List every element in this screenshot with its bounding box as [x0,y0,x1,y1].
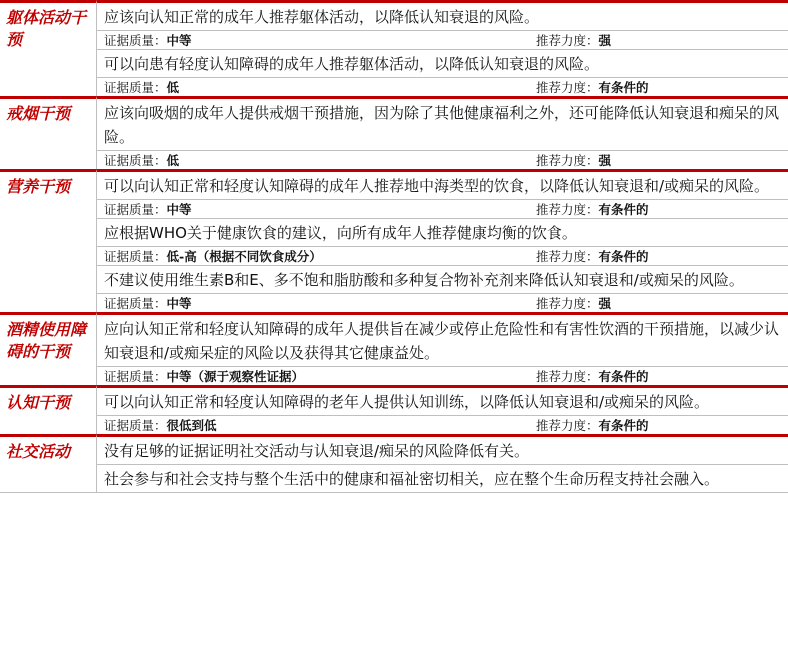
evidence-quality-value: 低-高（根据不同饮食成分） [166,249,322,264]
recommendation-strength-label: 推荐力度： [536,80,599,95]
recommendation-strength-label: 推荐力度： [536,418,599,433]
evidence-quality [104,31,536,49]
evidence-row [97,293,788,312]
recommendation [97,99,788,169]
category-label: 戒烟干预 [0,96,97,169]
category-label: 社交活动 [0,434,97,492]
recommendation-strength-value: 强 [598,33,612,48]
evidence-quality-label: 证据质量： [104,153,167,168]
recommendation-strength-label: 推荐力度： [536,296,599,311]
evidence-quality-label: 证据质量： [104,33,167,48]
evidence-quality-value: 低 [166,80,180,95]
evidence-row [97,30,788,49]
recommendation-text: 可以向患有轻度认知障碍的成年人推荐躯体活动，以降低认知衰退的风险。 [97,49,788,77]
recommendation-strength [536,247,780,265]
recommendation-text: 应该向吸烟的成年人提供戒烟干预措施，因为除了其他健康福利之外，还可能降低认知衰退和痴呆的风险。 [104,104,780,146]
recommendation-strength [536,31,780,49]
category-label: 营养干预 [0,169,97,312]
recommendation-strength-label: 推荐力度： [536,33,599,48]
evidence-quality [104,294,536,312]
recommendation-strength [536,78,780,96]
evidence-quality [104,200,536,218]
evidence-quality-label: 证据质量： [104,369,167,384]
recommendation-strength-value: 强 [598,153,612,168]
evidence-row [97,366,788,385]
recommendation-strength [536,294,780,312]
recommendation-strength-value: 有条件的 [598,249,649,264]
recommendation [97,218,788,265]
recommendation-text: 可以向认知正常和轻度认知障碍的成年人推荐地中海类型的饮食，以降低认知衰退和/或痴呆的风险。 [104,177,770,195]
recommendation [97,437,788,464]
evidence-quality [104,78,536,96]
recommendation-strength-label: 推荐力度： [536,202,599,217]
evidence-quality-label: 证据质量： [104,296,167,311]
recommendation-text: 应该向认知正常的成年人推荐躯体活动，以降低认知衰退的风险。 [104,8,540,26]
category-recommendations [97,169,788,312]
evidence-quality-label: 证据质量： [104,202,167,217]
evidence-quality-value: 低 [166,153,180,168]
recommendation-text: 没有足够的证据证明社交活动与认知衰退/痴呆的风险降低有关。 [104,442,530,460]
category-recommendations [97,434,788,492]
recommendation-strength-label: 推荐力度： [536,369,599,384]
recommendation-text: 可以向认知正常和轻度认知障碍的老年人提供认知训练，以降低认知衰退和/或痴呆的风险。 [104,393,710,411]
evidence-quality [104,247,536,265]
recommendation [97,315,788,385]
evidence-quality [104,151,536,169]
recommendation [97,388,788,434]
recommendation-strength-value: 有条件的 [598,369,649,384]
evidence-row [97,246,788,265]
evidence-quality-label: 证据质量： [104,249,167,264]
recommendation-text: 不建议使用维生素B和E、多不饱和脂肪酸和多种复合物补充剂来降低认知衰退和/或痴呆的风险。 [97,265,788,293]
recommendation-strength-value: 有条件的 [598,418,649,433]
recommendation [97,265,788,312]
evidence-row [97,199,788,218]
evidence-quality-value: 中等 [166,202,192,217]
recommendation-strength-label: 推荐力度： [536,249,599,264]
evidence-row [97,77,788,96]
evidence-quality-value: 中等 [166,33,192,48]
category-recommendations [97,385,788,434]
recommendation-strength [536,416,780,434]
recommendation-text: 社会参与和社会支持与整个生活中的健康和福祉密切相关，应在整个生命历程支持社会融入。 [97,464,788,492]
evidence-quality-value: 很低到低 [166,418,217,433]
category-label: 躯体活动干预 [0,0,97,96]
evidence-row [97,415,788,434]
recommendation-text: 应根据WHO关于健康饮食的建议，向所有成年人推荐健康均衡的饮食。 [97,218,788,246]
evidence-quality-value: 中等（源于观察性证据） [166,369,305,384]
recommendation-strength-value: 强 [598,296,612,311]
table-bottom-rule [0,492,788,493]
recommendation [97,3,788,49]
category-recommendations [97,312,788,385]
evidence-quality-label: 证据质量： [104,418,167,433]
recommendation-strength-label: 推荐力度： [536,153,599,168]
recommendation-strength [536,151,780,169]
category-label: 酒精使用障碍的干预 [0,312,97,385]
evidence-quality [104,416,536,434]
recommendation-strength-value: 有条件的 [598,80,649,95]
category-recommendations [97,96,788,169]
evidence-row [97,150,788,169]
recommendation-strength-value: 有条件的 [598,202,649,217]
evidence-quality [104,367,536,385]
recommendation [97,464,788,492]
recommendation-text: 应向认知正常和轻度认知障碍的成年人提供旨在减少或停止危险性和有害性饮酒的干预措施，以减少认知衰退和/或痴呆症的风险以及获得其它健康益处。 [104,320,780,362]
recommendation-strength [536,200,780,218]
category-recommendations [97,0,788,96]
evidence-quality-label: 证据质量： [104,80,167,95]
category-label: 认知干预 [0,385,97,434]
evidence-quality-value: 中等 [166,296,192,311]
recommendation-strength [536,367,780,385]
recommendation [97,172,788,218]
recommendation [97,49,788,96]
